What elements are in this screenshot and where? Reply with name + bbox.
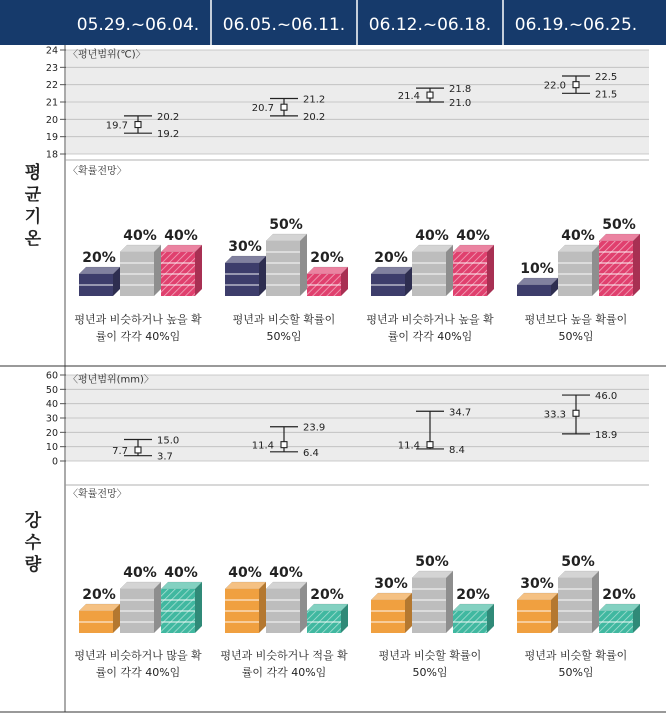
temperature-prob-bar-above-top	[453, 245, 494, 252]
precipitation-section-label: 수	[24, 533, 42, 553]
temperature-prob-label: 10%	[520, 261, 554, 277]
temperature-mean-marker	[281, 104, 287, 110]
temperature-mean-marker	[427, 92, 433, 98]
temperature-section-label: 온	[24, 229, 42, 249]
precipitation-prob-bar-normal	[558, 571, 599, 633]
temperature-description: 평년보다 높을 확률이	[524, 313, 628, 326]
precipitation-prob-bar-normal	[266, 582, 307, 633]
precipitation-prob-bar-normal-top	[558, 571, 599, 578]
temperature-high-label: 22.5	[595, 72, 618, 83]
precipitation-mean-label: 11.4	[251, 440, 274, 452]
precipitation-tick-label: 30	[45, 413, 58, 425]
temperature-high-label: 21.8	[449, 84, 472, 96]
temperature-prob-bar-below	[225, 256, 266, 296]
precipitation-prob-bar-below-top	[225, 582, 266, 589]
precipitation-high-label: 46.0	[595, 391, 618, 403]
temperature-prob-bar-normal-top	[120, 245, 161, 252]
precipitation-prob-bar-above-top	[307, 604, 348, 611]
precipitation-tick-label: 10	[45, 442, 58, 454]
precipitation-prob-bar-above	[453, 604, 494, 633]
temperature-high-label: 20.2	[157, 111, 180, 123]
precipitation-prob-title: 〈확률전망〉	[68, 489, 127, 500]
precipitation-description: 50%임	[412, 666, 448, 679]
temperature-description: 50%임	[266, 330, 302, 343]
precipitation-mean-marker	[573, 410, 579, 416]
temperature-prob-bar-normal	[120, 245, 161, 296]
temperature-tick-label: 19	[45, 132, 58, 144]
temperature-prob-bar-normal-side	[446, 245, 453, 296]
precipitation-prob-bar-normal-top	[120, 582, 161, 589]
precipitation-prob-bar-above-top	[599, 604, 640, 611]
temperature-prob-bar-normal	[558, 245, 599, 296]
precipitation-prob-bar-normal-side	[446, 571, 453, 633]
precipitation-prob-bar-below	[225, 582, 266, 633]
temperature-prob-bar-above	[307, 267, 348, 296]
temperature-prob-label: 40%	[164, 228, 198, 244]
temperature-prob-bar-below-top	[371, 267, 412, 274]
precipitation-prob-bar-normal-side	[300, 582, 307, 633]
temperature-prob-bar-above-top	[599, 234, 640, 241]
temperature-prob-bar-below-top	[517, 278, 558, 285]
precipitation-prob-bar-normal-front	[558, 578, 592, 633]
temperature-prob-bar-normal-side	[300, 234, 307, 296]
temperature-prob-bar-normal-side	[154, 245, 161, 296]
precipitation-low-label: 8.4	[449, 444, 465, 456]
precipitation-prob-bar-below	[79, 604, 120, 633]
temperature-high-label: 21.2	[303, 94, 326, 106]
precipitation-description: 평년과 비슷하거나 많을 확	[74, 649, 202, 662]
temperature-low-label: 20.2	[303, 111, 326, 123]
temperature-description: 50%임	[558, 330, 594, 343]
precipitation-prob-bar-below-side	[259, 582, 266, 633]
precipitation-prob-bar-normal-side	[592, 571, 599, 633]
temperature-prob-bar-normal-side	[592, 245, 599, 296]
precipitation-description: 평년과 비슷할 확률이	[524, 649, 628, 662]
temperature-prob-bar-below-front	[225, 263, 259, 296]
precipitation-tick-label: 40	[45, 399, 58, 411]
temperature-prob-bar-above-front	[599, 241, 633, 296]
temperature-tick-label: 21	[45, 97, 58, 109]
precipitation-prob-bar-above	[161, 582, 202, 633]
temperature-prob-label: 40%	[123, 228, 157, 244]
temperature-tick-label: 24	[45, 45, 58, 57]
precipitation-section-label: 량	[24, 555, 42, 575]
temperature-prob-bar-below	[517, 278, 558, 296]
temperature-prob-bar-normal-front	[266, 241, 300, 296]
temperature-section-label: 기	[24, 207, 42, 227]
temperature-prob-bar-normal-top	[412, 245, 453, 252]
precipitation-mean-marker	[427, 442, 433, 448]
precipitation-prob-label: 20%	[602, 587, 636, 603]
temperature-prob-label: 40%	[456, 228, 490, 244]
precipitation-prob-label: 50%	[415, 554, 449, 570]
temperature-low-label: 21.0	[449, 98, 472, 109]
temperature-prob-label: 40%	[561, 228, 595, 244]
temperature-prob-bar-above-top	[307, 267, 348, 274]
precipitation-mean-label: 7.7	[112, 445, 128, 457]
temperature-prob-bar-below-front	[517, 285, 551, 296]
precipitation-prob-bar-below-top	[371, 593, 412, 600]
temperature-tick-label: 22	[45, 80, 58, 92]
temperature-prob-bar-above	[599, 234, 640, 296]
temperature-mean-label: 20.7	[251, 103, 274, 115]
precipitation-prob-bar-above-top	[161, 582, 202, 589]
precipitation-high-label: 15.0	[157, 435, 180, 447]
temperature-mean-marker	[573, 82, 579, 88]
precipitation-mean-label: 33.3	[543, 409, 566, 421]
precipitation-prob-bar-below	[517, 593, 558, 633]
temperature-description: 률이 각각 40%임	[387, 330, 473, 343]
precipitation-high-label: 34.7	[449, 407, 472, 419]
temperature-tick-label: 20	[45, 114, 58, 126]
temperature-prob-label: 20%	[82, 250, 116, 266]
temperature-prob-label: 50%	[602, 217, 636, 233]
precipitation-prob-bar-below-side	[551, 593, 558, 633]
temperature-mean-label: 22.0	[543, 80, 566, 92]
precipitation-prob-label: 30%	[374, 576, 408, 592]
temperature-section-label: 평	[24, 163, 42, 183]
precipitation-mean-marker	[135, 447, 141, 453]
temperature-prob-bar-below	[371, 267, 412, 296]
precipitation-description: 률이 각각 40%임	[241, 666, 327, 679]
precipitation-tick-label: 50	[45, 384, 58, 396]
precipitation-prob-label: 50%	[561, 554, 595, 570]
precipitation-prob-bar-normal-front	[412, 578, 446, 633]
temperature-tick-label: 18	[45, 149, 58, 161]
temperature-prob-label: 40%	[415, 228, 449, 244]
precipitation-prob-bar-below-front	[517, 600, 551, 633]
precipitation-low-label: 18.9	[595, 429, 618, 441]
precipitation-range-title: 〈평년범위(mm)〉	[68, 374, 154, 386]
week-header: 05.29.~06.04.	[76, 15, 200, 35]
temperature-description: 평년과 비슷하거나 높을 확	[366, 313, 494, 326]
precipitation-low-label: 6.4	[303, 447, 319, 459]
temperature-prob-bar-normal	[266, 234, 307, 296]
precipitation-prob-bar-below	[371, 593, 412, 633]
precipitation-mean-marker	[281, 442, 287, 448]
precipitation-prob-bar-below-top	[517, 593, 558, 600]
temperature-low-label: 19.2	[157, 129, 180, 141]
precipitation-description: 50%임	[558, 666, 594, 679]
precipitation-prob-bar-above-top	[453, 604, 494, 611]
temperature-prob-bar-below-side	[259, 256, 266, 296]
precipitation-prob-bar-normal	[120, 582, 161, 633]
precipitation-description: 평년과 비슷하거나 적을 확	[220, 649, 348, 662]
week-header: 06.19.~06.25.	[514, 15, 638, 35]
precipitation-mean-label: 11.4	[397, 440, 420, 452]
temperature-prob-bar-above	[453, 245, 494, 296]
precipitation-prob-bar-above-side	[195, 582, 202, 633]
precipitation-prob-bar-above	[307, 604, 348, 633]
temperature-mean-label: 21.4	[397, 91, 420, 103]
temperature-prob-bar-below	[79, 267, 120, 296]
precipitation-prob-label: 20%	[456, 587, 490, 603]
temperature-prob-label: 50%	[269, 217, 303, 233]
precipitation-prob-bar-normal-top	[412, 571, 453, 578]
precipitation-prob-label: 30%	[520, 576, 554, 592]
temperature-prob-label: 20%	[374, 250, 408, 266]
precipitation-prob-label: 40%	[123, 565, 157, 581]
precipitation-low-label: 3.7	[157, 451, 173, 463]
precipitation-high-label: 23.9	[303, 422, 326, 434]
precipitation-section-label: 강	[24, 511, 42, 531]
temperature-description: 평년과 비슷하거나 높을 확	[74, 313, 202, 326]
precipitation-prob-label: 40%	[164, 565, 198, 581]
precipitation-tick-label: 0	[51, 456, 58, 468]
precipitation-tick-label: 20	[45, 427, 58, 439]
week-header: 06.12.~06.18.	[368, 15, 492, 35]
temperature-prob-bar-normal-top	[266, 234, 307, 241]
temperature-mean-marker	[135, 122, 141, 128]
precipitation-prob-bar-normal-top	[266, 582, 307, 589]
precipitation-prob-label: 20%	[310, 587, 344, 603]
temperature-description: 평년과 비슷할 확률이	[232, 313, 336, 326]
precipitation-prob-bar-normal	[412, 571, 453, 633]
precipitation-description: 률이 각각 40%임	[95, 666, 181, 679]
temperature-prob-bar-above-side	[633, 234, 640, 296]
temperature-prob-bar-above-side	[195, 245, 202, 296]
temperature-prob-label: 20%	[310, 250, 344, 266]
temperature-range-title: 〈평년범위(℃)〉	[68, 49, 146, 61]
precipitation-prob-bar-below-front	[371, 600, 405, 633]
precipitation-prob-bar-normal-side	[154, 582, 161, 633]
temperature-prob-bar-below-top	[79, 267, 120, 274]
precipitation-prob-bar-below-top	[79, 604, 120, 611]
temperature-prob-bar-above-side	[487, 245, 494, 296]
temperature-prob-title: 〈확률전망〉	[68, 166, 127, 177]
week-header: 06.05.~06.11.	[222, 15, 346, 35]
precipitation-prob-label: 20%	[82, 587, 116, 603]
temperature-prob-bar-above	[161, 245, 202, 296]
temperature-low-label: 21.5	[595, 89, 618, 101]
temperature-prob-bar-below-top	[225, 256, 266, 263]
precipitation-prob-bar-above	[599, 604, 640, 633]
temperature-prob-bar-normal	[412, 245, 453, 296]
temperature-prob-label: 30%	[228, 239, 262, 255]
temperature-tick-label: 23	[45, 62, 58, 74]
temperature-prob-bar-normal-top	[558, 245, 599, 252]
precipitation-prob-label: 40%	[228, 565, 262, 581]
temperature-section-label: 균	[24, 185, 42, 205]
temperature-prob-bar-above-top	[161, 245, 202, 252]
precipitation-tick-label: 60	[45, 370, 58, 382]
precipitation-prob-label: 40%	[269, 565, 303, 581]
precipitation-prob-bar-below-side	[405, 593, 412, 633]
temperature-mean-label: 19.7	[105, 120, 128, 132]
temperature-description: 률이 각각 40%임	[95, 330, 181, 343]
precipitation-description: 평년과 비슷할 확률이	[378, 649, 482, 662]
